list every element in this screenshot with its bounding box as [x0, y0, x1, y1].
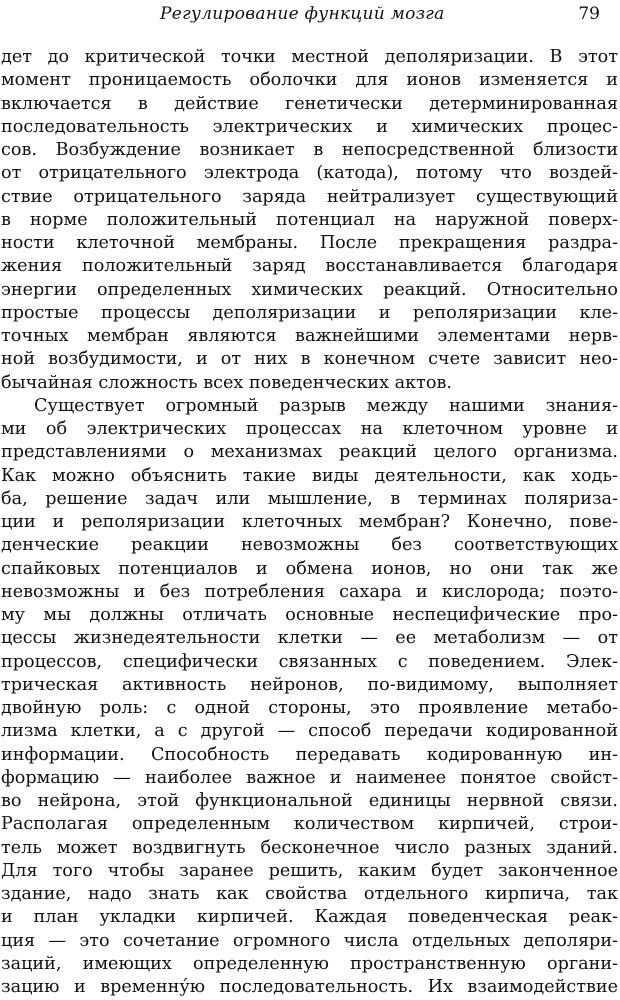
text-line: формацию — наиболее важное и наименее понятое свойст- — [1, 767, 618, 788]
text-line: тель может воздвигнуть бесконечное число разных зданий. — [1, 837, 618, 858]
text-line: в норме положительный потенциал на наружной поверх- — [1, 209, 618, 230]
text-line: здание, надо знать как свойства отдельного кирпича, так — [1, 884, 618, 904]
text-line: энергии определенных химических реакций. Относительно — [1, 279, 618, 300]
text-line: ции и реполяризации клеточных мембран? Конечно, пове- — [1, 512, 618, 532]
text-line: денческие реакции невозможны без соответствующих — [1, 535, 618, 556]
text-line: последовательность электрических и химических процес- — [1, 116, 618, 137]
text-line: невозможны и без потребления сахара и кислорода; поэто- — [1, 581, 618, 602]
text-line: от отрицательного электрода (катода), потому что воздей- — [1, 163, 618, 184]
text-line: ствие отрицательного заряда нейтрализует существующий — [1, 186, 618, 207]
text-line: зацию и временну́ю последовательность. Их взаимодействие — [1, 977, 618, 997]
paragraph — [0, 395, 620, 1000]
text-line: Располагая определенным количеством кирпичей, строи- — [1, 814, 618, 835]
body-text — [0, 46, 620, 999]
text-line: точных мембран являются важнейшими элементами нерв- — [1, 326, 618, 346]
running-title: Регулирование функций мозга — [160, 4, 445, 24]
text-line: дет до критической точки местной деполяризации. В этот — [1, 47, 618, 67]
text-line: жения положительный заряд восстанавливается благодаря — [1, 256, 618, 277]
text-line: ности клеточной мембраны. После прекращения раздра- — [1, 233, 618, 253]
text-line: информации. Способность передавать кодированную ин- — [1, 744, 618, 765]
text-line: му мы должны отличать основные неспецифические про- — [1, 605, 618, 625]
text-line: во нейрона, этой функциональной единицы нервной связи. — [1, 791, 618, 811]
paragraph — [0, 46, 620, 395]
text-line: двойную роль: с одной стороны, это проявление метабо- — [1, 698, 618, 718]
text-line: момент проницаемость оболочки для ионов изменяется и — [1, 70, 618, 91]
text-line: трическая активность нейронов, по-видимому, выполняет — [1, 674, 618, 695]
text-line: представлениями о механизмах реакций целого организма. — [1, 442, 618, 463]
text-line: лизма клетки, а с другой — способ передачи кодированной — [1, 721, 618, 742]
page-number: 79 — [578, 4, 600, 24]
text-line: сов. Возбуждение возникает в непосредственной близости — [1, 140, 618, 160]
text-line: ной возбудимости, и от них в конечном счете зависит нео- — [1, 349, 618, 370]
text-line: ция — это сочетание огромного числа отдельных деполяри- — [1, 930, 618, 951]
text-line: ми об электрических процессах на клеточном уровне и — [1, 419, 618, 439]
text-line: простые процессы деполяризации и реполяризации кле- — [1, 302, 618, 323]
text-line: спайковых потенциалов и обмена ионов, но они так же — [1, 558, 618, 579]
text-line: ба, решение задач или мышление, в терминах поляриза- — [1, 488, 618, 509]
text-line: заций, имеющих определенную пространственную органи- — [1, 953, 618, 974]
text-line: Существует огромный разрыв между нашими знания- — [34, 395, 618, 416]
text-line: Как можно объяснить такие виды деятельности, как ходь- — [1, 465, 618, 486]
text-line: Для того чтобы заранее решить, каким будет законченное — [1, 860, 618, 881]
text-line: цессы жизнедеятельности клетки — ее метаболизм — от — [1, 628, 618, 649]
text-line: включается в действие генетически детерминированная — [1, 93, 618, 114]
page-header — [0, 2, 620, 30]
text-line: и план укладки кирпичей. Каждая поведенческая реак- — [1, 907, 618, 928]
text-line: бычайная сложность всех поведенческих актов. — [1, 372, 452, 393]
text-line: процессов, специфически связанных с поведением. Элек- — [1, 651, 618, 672]
